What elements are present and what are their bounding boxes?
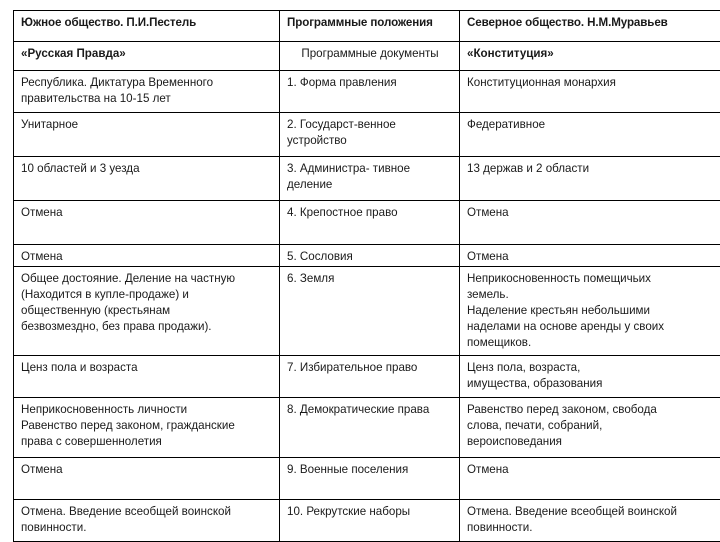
cell-text-line: 10 областей и 3 уезда <box>21 161 273 177</box>
cell-south <box>14 267 280 356</box>
table-row <box>14 267 720 356</box>
cell-text-line: Наделение крестьян небольшими <box>467 303 720 319</box>
subheader-cell-provisions: Программные документы <box>280 42 460 71</box>
table-row <box>14 500 720 542</box>
cell-text-line: 3. Администра- тивное <box>287 161 453 177</box>
cell-text-line: права с совершеннолетия <box>21 434 273 450</box>
cell-text-line: Отмена <box>467 462 720 478</box>
table-row <box>14 458 720 500</box>
cell-provision <box>280 245 460 267</box>
cell-north <box>460 356 720 398</box>
cell-text-line: 8. Демократические права <box>287 402 453 418</box>
cell-north <box>460 157 720 201</box>
cell-south <box>14 201 280 245</box>
table-row <box>14 356 720 398</box>
cell-text-line: Равенство перед законом, свобода <box>467 402 720 418</box>
cell-south <box>14 113 280 157</box>
cell-south <box>14 458 280 500</box>
cell-text-line: Республика. Диктатура Временного <box>21 75 273 91</box>
cell-text-line: 7. Избирательное право <box>287 360 453 376</box>
cell-text-line: 4. Крепостное право <box>287 205 453 221</box>
cell-provision <box>280 398 460 458</box>
cell-text-line: Конституционная монархия <box>467 75 720 91</box>
cell-provision <box>280 157 460 201</box>
cell-north <box>460 245 720 267</box>
cell-text-line: Ценз пола и возраста <box>21 360 273 376</box>
cell-text-line: Отмена <box>467 205 720 221</box>
cell-text-line: наделами на основе аренды у своих <box>467 319 720 335</box>
cell-provision <box>280 458 460 500</box>
cell-north <box>460 500 720 542</box>
cell-text-line: имущества, образования <box>467 376 720 392</box>
cell-text-line: Унитарное <box>21 117 273 133</box>
cell-south <box>14 245 280 267</box>
cell-text-line: повинности. <box>467 520 720 536</box>
cell-text-line: Ценз пола, возраста, <box>467 360 720 376</box>
cell-text-line: Отмена <box>21 205 273 221</box>
table-row <box>14 398 720 458</box>
cell-north <box>460 458 720 500</box>
table-row <box>14 245 720 267</box>
subheader-row <box>14 42 720 71</box>
header-cell-south: Южное общество. П.И.Пестель <box>14 11 280 42</box>
cell-north <box>460 71 720 113</box>
cell-north <box>460 398 720 458</box>
cell-north <box>460 267 720 356</box>
cell-text-line: Отмена <box>21 249 273 265</box>
cell-text-line: 9. Военные поселения <box>287 462 453 478</box>
cell-text-line: безвозмездно, без права продажи). <box>21 319 273 335</box>
cell-provision <box>280 71 460 113</box>
cell-south <box>14 356 280 398</box>
cell-text-line: общественную (крестьянам <box>21 303 273 319</box>
cell-text-line: правительства на 10-15 лет <box>21 91 273 107</box>
table-body <box>14 71 720 542</box>
cell-north <box>460 201 720 245</box>
cell-text-line: 5. Сословия <box>287 249 453 265</box>
cell-text-line: 10. Рекрутские наборы <box>287 504 453 520</box>
cell-north <box>460 113 720 157</box>
cell-text-line: помещиков. <box>467 335 720 351</box>
cell-text-line: Федеративное <box>467 117 720 133</box>
cell-text-line: повинности. <box>21 520 273 536</box>
cell-south <box>14 157 280 201</box>
cell-provision <box>280 267 460 356</box>
cell-text-line: 1. Форма правления <box>287 75 453 91</box>
cell-text-line: 2. Государст-венное <box>287 117 453 133</box>
cell-text-line: (Находится в купле-продаже) и <box>21 287 273 303</box>
cell-text-line: 13 держав и 2 области <box>467 161 720 177</box>
header-row <box>14 11 720 42</box>
cell-text-line: Неприкосновенность личности <box>21 402 273 418</box>
cell-south <box>14 500 280 542</box>
cell-text-line: устройство <box>287 133 453 149</box>
table-row <box>14 157 720 201</box>
cell-text-line: Отмена. Введение всеобщей воинской <box>21 504 273 520</box>
header-cell-north: Северное общество. Н.М.Муравьев <box>460 11 720 42</box>
table-row <box>14 201 720 245</box>
cell-text-line: слова, печати, собраний, <box>467 418 720 434</box>
cell-south <box>14 71 280 113</box>
header-cell-provisions: Программные положения <box>280 11 460 42</box>
cell-south <box>14 398 280 458</box>
table-row <box>14 71 720 113</box>
cell-text-line: вероисповедания <box>467 434 720 450</box>
cell-text-line: земель. <box>467 287 720 303</box>
cell-text-line: Отмена. Введение всеобщей воинской <box>467 504 720 520</box>
subheader-cell-south: «Русская Правда» <box>14 42 280 71</box>
cell-provision <box>280 113 460 157</box>
cell-text-line: Общее достояние. Деление на частную <box>21 271 273 287</box>
cell-text-line: деление <box>287 177 453 193</box>
cell-provision <box>280 201 460 245</box>
cell-text-line: Отмена <box>21 462 273 478</box>
cell-provision <box>280 500 460 542</box>
cell-text-line: 6. Земля <box>287 271 453 287</box>
cell-text-line: Отмена <box>467 249 720 265</box>
cell-provision <box>280 356 460 398</box>
cell-text-line: Неприкосновенность помещичьих <box>467 271 720 287</box>
cell-text-line: Равенство перед законом, гражданские <box>21 418 273 434</box>
subheader-cell-north: «Конституция» <box>460 42 720 71</box>
table-row <box>14 113 720 157</box>
comparison-table <box>13 10 720 542</box>
